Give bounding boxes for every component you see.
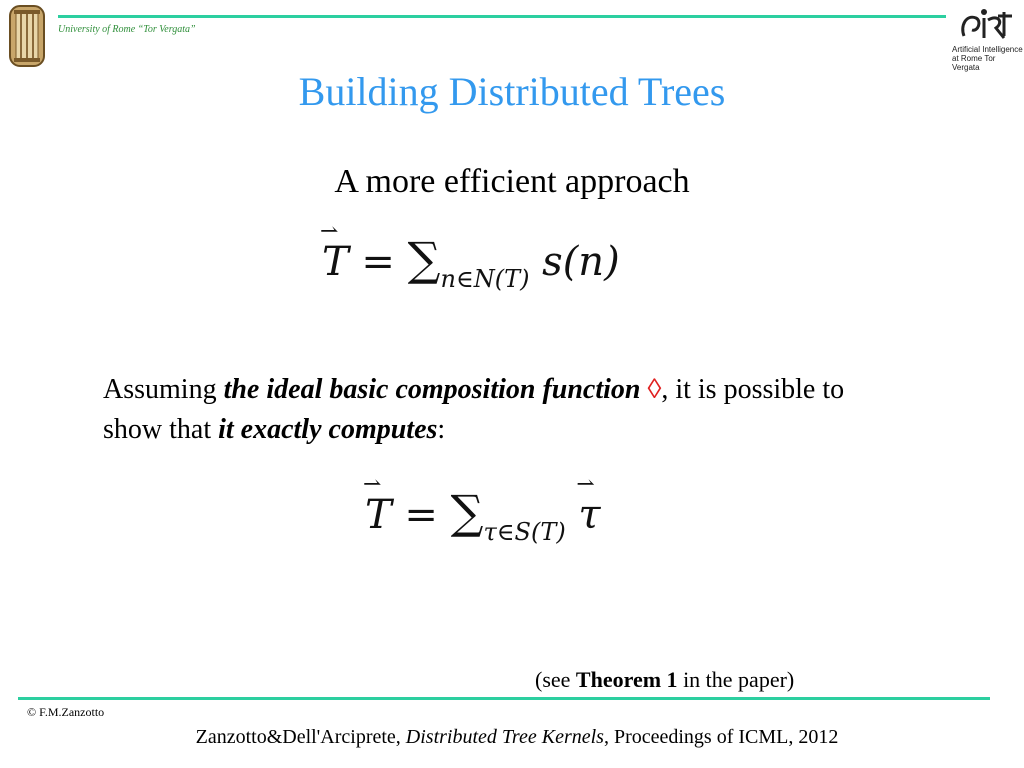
footer-rule [18,697,990,700]
art-logo-caption-line2: at Rome Tor Vergata [952,54,996,72]
para-text-3: : [437,414,446,445]
see-prefix: (see [535,667,576,692]
formula1-subscript: n∈N(T) [440,265,530,293]
formula1-lhs-symbol: T [322,239,349,285]
formula2-rhs [576,472,601,538]
formula1-rhs: s(n) [542,239,620,285]
formula2-lhs-symbol: T [365,492,392,538]
composition-symbol: ◊ [647,374,662,405]
formula2-equals: = [404,492,438,538]
vector-arrow-icon: ⇀ [320,219,339,244]
citation-venue: , Proceedings of ICML, 2012 [603,726,839,748]
vector-arrow-icon: ⇀ [363,472,382,497]
para-text-1: Assuming [103,374,224,405]
formula1-lhs [320,219,349,285]
art-logo-caption-line1: Artificial Intelligence [952,45,1023,54]
formula1-sum-sign: ∑ [407,232,441,286]
para-emphasis-2: it exactly computes [218,414,438,445]
copyright: © F.M.Zanzotto [27,705,105,719]
see-theorem: Theorem 1 [575,667,678,692]
university-crest-logo [6,4,48,70]
art-logo [958,6,1014,44]
slide-title: Building Distributed Trees [298,69,726,114]
formula2-rhs-symbol: τ [578,492,601,538]
para-emphasis-1: the ideal basic composition function [223,374,641,405]
citation-title: Distributed Tree Kernels [405,726,604,748]
slide-subtitle: A more efficient approach [334,163,690,200]
formula-tree-sum-subtrees [363,472,601,546]
university-name: University of Rome “Tor Vergata” [58,24,196,35]
formula-tree-sum-nodes [320,219,620,293]
assumption-paragraph [103,370,883,450]
formula2-sum-sign: ∑ [450,485,484,539]
citation-authors: Zanzotto&Dell'Arciprete, [195,726,406,748]
theorem-reference [535,667,794,693]
formula2-lhs [363,472,392,538]
header-rule [58,15,946,18]
vector-arrow-icon: ⇀ [576,472,595,497]
citation [0,726,1024,749]
para-text-2: , it is possible to show that [103,374,845,445]
see-suffix: in the paper) [677,667,795,692]
formula2-subscript: τ∈S(T) [483,518,566,546]
formula1-equals: = [361,239,395,285]
